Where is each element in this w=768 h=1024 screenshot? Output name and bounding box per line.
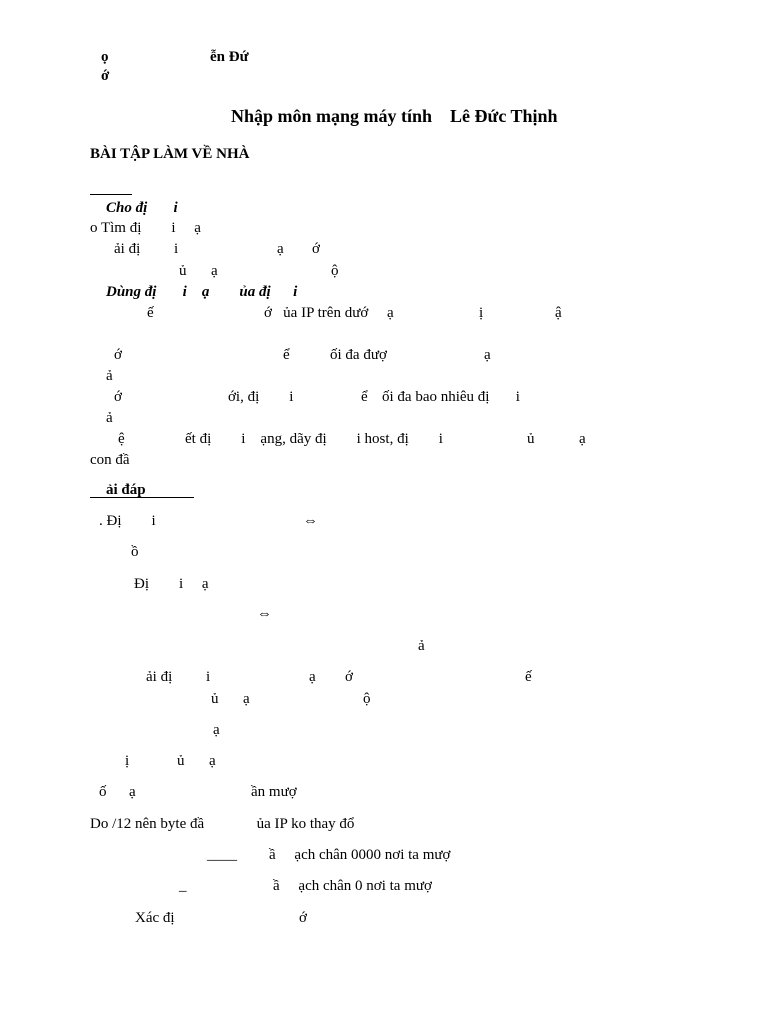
problem-line: ậ <box>555 305 562 321</box>
problem-line: ớ <box>312 241 320 257</box>
equivalence-symbol: ⇔ <box>257 606 272 622</box>
problem-line: ớ <box>114 347 122 363</box>
problem-line: ả <box>106 410 113 426</box>
header-fragment: ớ <box>101 68 110 84</box>
problem-line: ải đị i <box>114 241 179 257</box>
problem-line: ả <box>106 368 113 384</box>
problem-line: ạ <box>579 431 586 447</box>
problem-line: ị <box>479 305 484 321</box>
solution-label: ải đáp <box>106 482 146 498</box>
solution-line: ả <box>418 638 425 654</box>
solution-blank: ____ <box>207 847 237 863</box>
solution-line: ầ ạch chân 0000 nơi ta mượ <box>269 847 451 863</box>
solution-line: . Đị i <box>99 513 156 529</box>
use-label: Dùng đị i ạ ủa đị i <box>106 284 298 300</box>
solution-line: Đị i ạ <box>134 576 209 592</box>
section-heading: BÀI TẬP LÀM VỀ NHÀ <box>90 146 250 162</box>
problem-line: con đầ <box>90 452 130 468</box>
solution-line: ủ <box>211 691 219 707</box>
problem-line: ế <box>147 305 154 321</box>
problem-line: ớ ủa IP trên dướ ạ <box>264 305 394 321</box>
solution-line: ải đị i <box>146 669 211 685</box>
solution-line: ạ <box>243 691 250 707</box>
solution-line: ạ <box>213 722 220 738</box>
problem-line: ạ <box>277 241 284 257</box>
problem-line: ạ <box>211 263 218 279</box>
solution-line: ạ <box>309 669 316 685</box>
solution-line: ị <box>125 753 130 769</box>
given-label: Cho đị i <box>106 200 178 216</box>
problem-line: ớ <box>114 389 122 405</box>
problem-line: ệ <box>118 431 125 447</box>
solution-underline <box>90 497 194 498</box>
problem-line: ối đa bao nhiêu đị i <box>382 389 520 405</box>
solution-line: ủ <box>177 753 185 769</box>
problem-line: ủ <box>179 263 187 279</box>
solution-line: ớ <box>299 910 307 926</box>
solution-line: ố ạ <box>99 784 136 800</box>
separator-line <box>90 194 132 195</box>
solution-line: Xác đị <box>135 910 175 926</box>
problem-line: o Tìm đị i ạ <box>90 220 201 236</box>
problem-line: ới, đị i <box>228 389 294 405</box>
solution-line: ầ ạch chân 0 nơi ta mượ <box>273 878 432 894</box>
problem-line: ết đị i ạng, dãy đị i host, đị i <box>185 431 443 447</box>
solution-line: ế <box>525 669 532 685</box>
solution-blank: _ <box>179 878 187 894</box>
equivalence-symbol: ⇔ <box>303 513 318 529</box>
solution-line: ạ <box>209 753 216 769</box>
problem-line: ạ <box>484 347 491 363</box>
solution-line: ộ <box>363 691 371 707</box>
problem-line: ủ <box>527 431 535 447</box>
problem-line: ộ <box>331 263 339 279</box>
problem-line: ể <box>283 347 290 363</box>
header-fragment: ọ <box>101 49 109 65</box>
header-author: ễn Đứ <box>210 49 249 65</box>
solution-line: ần mượ <box>251 784 297 800</box>
page-title: Nhập môn mạng máy tính Lê Đức Thịnh <box>231 106 558 126</box>
solution-line: Do /12 nên byte đầ ủa IP ko thay đổ <box>90 816 355 832</box>
problem-line: ể <box>361 389 368 405</box>
solution-line: ồ <box>131 544 139 560</box>
solution-line: ớ <box>345 669 353 685</box>
problem-line: ối đa đượ <box>330 347 387 363</box>
